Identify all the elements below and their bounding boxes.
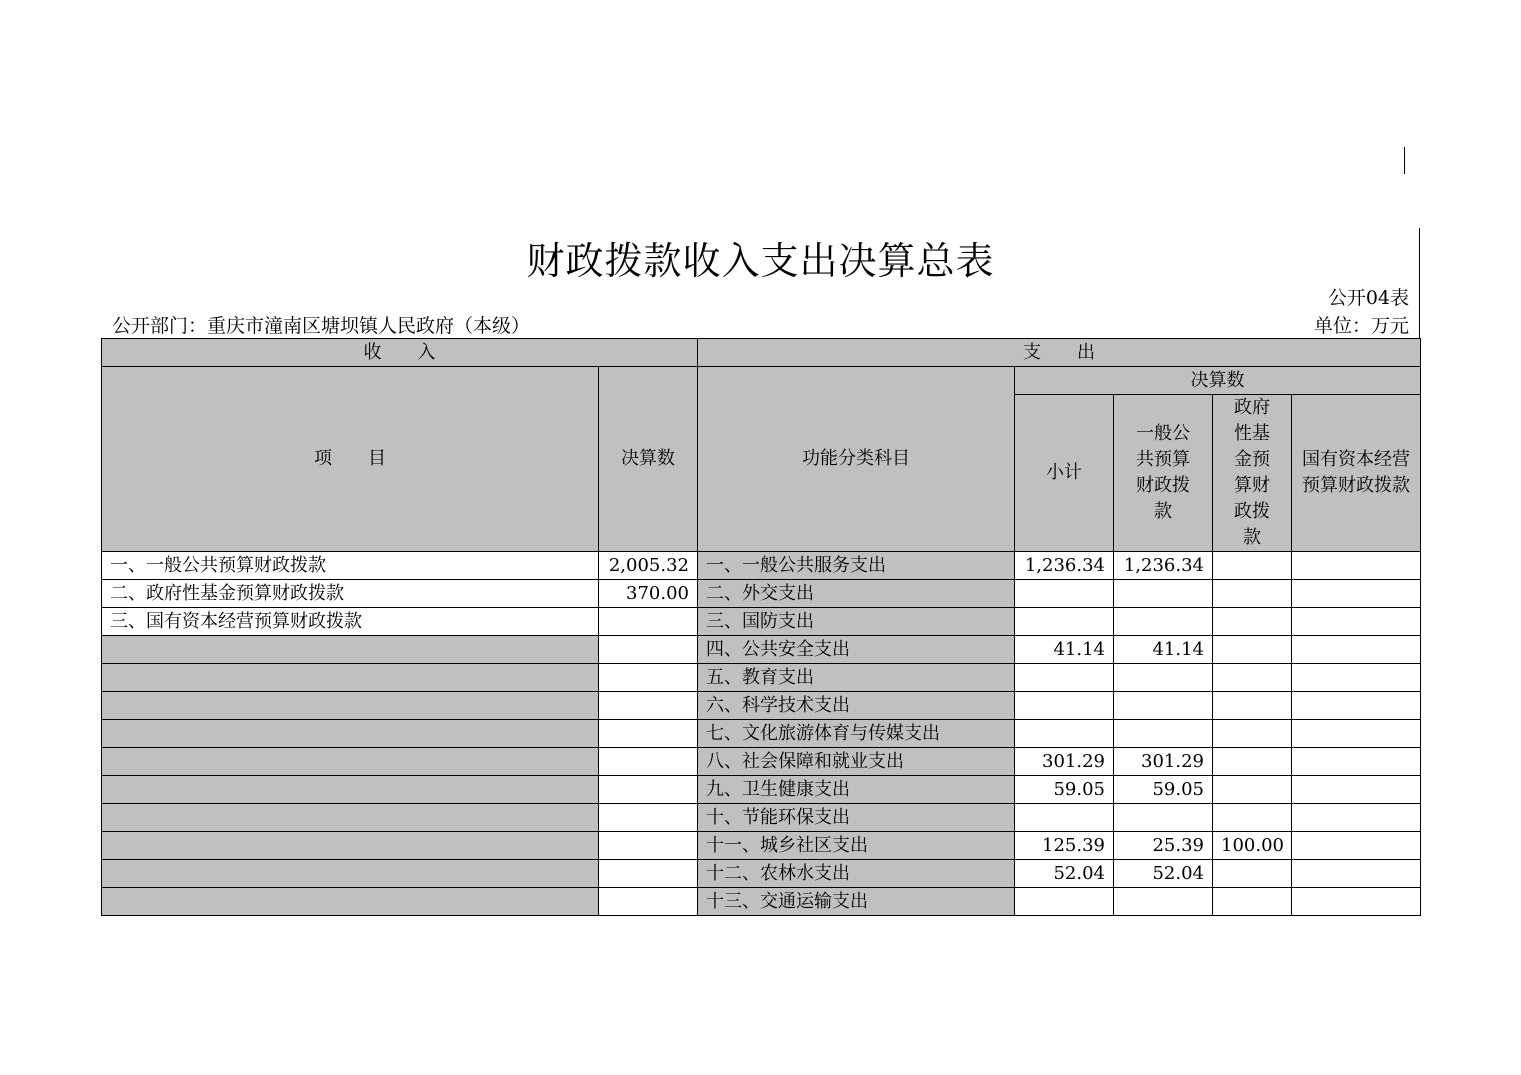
table-row — [102, 720, 1421, 748]
expense-item-cell: 一、一般公共服务支出 — [698, 552, 1015, 580]
income-amount-cell — [599, 860, 698, 888]
subtotal-cell: 59.05 — [1015, 776, 1114, 804]
gov-fund-cell — [1213, 608, 1292, 636]
gov-fund-cell — [1213, 776, 1292, 804]
final-amount-header: 决算数 — [1015, 367, 1421, 395]
margin-mark-top — [1404, 147, 1405, 174]
income-item-cell — [102, 748, 599, 776]
income-amount-cell: 370.00 — [599, 580, 698, 608]
expense-item-cell: 六、科学技术支出 — [698, 692, 1015, 720]
gov-fund-cell — [1213, 552, 1292, 580]
general-budget-cell: 301.29 — [1114, 748, 1213, 776]
table-row — [102, 580, 1421, 608]
subtotal-cell — [1015, 608, 1114, 636]
unit-label: 单位：万元 — [1313, 315, 1409, 337]
table-row — [102, 692, 1421, 720]
income-item-cell — [102, 804, 599, 832]
general-budget-cell: 25.39 — [1114, 832, 1213, 860]
subtotal-cell — [1015, 692, 1114, 720]
page-title: 财政拨款收入支出决算总表 — [526, 239, 995, 283]
gov-fund-cell — [1213, 692, 1292, 720]
subtotal-cell: 52.04 — [1015, 860, 1114, 888]
income-amount-cell — [599, 832, 698, 860]
income-item-cell — [102, 888, 599, 916]
table-row — [102, 832, 1421, 860]
income-amount-cell — [599, 888, 698, 916]
item-header: 项 目 — [102, 367, 599, 552]
func-subject-header: 功能分类科目 — [698, 367, 1015, 552]
table-row — [102, 776, 1421, 804]
general-budget-cell — [1114, 692, 1213, 720]
state-capital-cell — [1292, 552, 1421, 580]
income-amount-cell — [599, 636, 698, 664]
general-budget-cell — [1114, 608, 1213, 636]
table-code: 公开04表 — [1327, 287, 1409, 309]
income-item-cell — [102, 692, 599, 720]
gov-fund-cell — [1213, 860, 1292, 888]
state-capital-cell — [1292, 832, 1421, 860]
table-row — [102, 664, 1421, 692]
table-row — [102, 804, 1421, 832]
subtotal-cell: 125.39 — [1015, 832, 1114, 860]
general-budget-cell — [1114, 580, 1213, 608]
state-capital-header: 国有资本经营预算财政拨款 — [1292, 395, 1421, 552]
gov-fund-cell: 100.00 — [1213, 832, 1292, 860]
state-capital-cell — [1292, 776, 1421, 804]
income-item-cell — [102, 636, 599, 664]
table-row — [102, 888, 1421, 916]
state-capital-cell — [1292, 608, 1421, 636]
subtotal-cell — [1015, 804, 1114, 832]
income-amount-cell — [599, 720, 698, 748]
table-row — [102, 748, 1421, 776]
expense-item-cell: 十三、交通运输支出 — [698, 888, 1015, 916]
gov-fund-cell — [1213, 748, 1292, 776]
income-amount-cell — [599, 692, 698, 720]
expense-item-cell: 八、社会保障和就业支出 — [698, 748, 1015, 776]
subtotal-cell — [1015, 888, 1114, 916]
subtotal-cell — [1015, 580, 1114, 608]
income-amount-cell — [599, 776, 698, 804]
income-item-cell — [102, 720, 599, 748]
gov-fund-cell — [1213, 888, 1292, 916]
general-budget-cell — [1114, 664, 1213, 692]
income-header: 收 入 — [102, 339, 698, 367]
general-budget-cell: 41.14 — [1114, 636, 1213, 664]
gov-fund-cell — [1213, 664, 1292, 692]
expense-item-cell: 五、教育支出 — [698, 664, 1015, 692]
income-item-cell: 一、一般公共预算财政拨款 — [102, 552, 599, 580]
general-budget-cell — [1114, 804, 1213, 832]
department-label: 公开部门：重庆市潼南区塘坝镇人民政府（本级） — [112, 315, 531, 337]
expense-header: 支 出 — [698, 339, 1421, 367]
expense-item-cell: 九、卫生健康支出 — [698, 776, 1015, 804]
subtotal-header: 小计 — [1015, 395, 1114, 552]
table-row — [102, 552, 1421, 580]
subtotal-cell — [1015, 664, 1114, 692]
gov-fund-header: 政府性基金预算财政拨款 — [1213, 395, 1292, 552]
income-amount-cell — [599, 608, 698, 636]
gov-fund-cell — [1213, 720, 1292, 748]
expense-item-cell: 二、外交支出 — [698, 580, 1015, 608]
gov-fund-cell — [1213, 804, 1292, 832]
income-item-cell — [102, 832, 599, 860]
state-capital-cell — [1292, 748, 1421, 776]
state-capital-cell — [1292, 580, 1421, 608]
table-row — [102, 608, 1421, 636]
income-item-cell: 二、政府性基金预算财政拨款 — [102, 580, 599, 608]
state-capital-cell — [1292, 664, 1421, 692]
general-budget-cell — [1114, 888, 1213, 916]
income-amount-cell: 2,005.32 — [599, 552, 698, 580]
general-budget-cell: 59.05 — [1114, 776, 1213, 804]
gov-fund-cell — [1213, 636, 1292, 664]
subtotal-cell — [1015, 720, 1114, 748]
general-budget-cell: 52.04 — [1114, 860, 1213, 888]
state-capital-cell — [1292, 860, 1421, 888]
income-item-cell — [102, 776, 599, 804]
state-capital-cell — [1292, 636, 1421, 664]
amount-header: 决算数 — [599, 367, 698, 552]
income-amount-cell — [599, 748, 698, 776]
state-capital-cell — [1292, 692, 1421, 720]
general-budget-cell: 1,236.34 — [1114, 552, 1213, 580]
income-item-cell — [102, 860, 599, 888]
subtotal-cell: 41.14 — [1015, 636, 1114, 664]
income-amount-cell — [599, 664, 698, 692]
budget-table — [101, 338, 1421, 916]
general-budget-cell — [1114, 720, 1213, 748]
expense-item-cell: 十一、城乡社区支出 — [698, 832, 1015, 860]
state-capital-cell — [1292, 888, 1421, 916]
general-budget-header: 一般公共预算财政拨款 — [1114, 395, 1213, 552]
subtotal-cell: 301.29 — [1015, 748, 1114, 776]
income-item-cell — [102, 664, 599, 692]
income-amount-cell — [599, 804, 698, 832]
expense-item-cell: 三、国防支出 — [698, 608, 1015, 636]
table-row — [102, 860, 1421, 888]
table-row — [102, 636, 1421, 664]
gov-fund-cell — [1213, 580, 1292, 608]
income-item-cell: 三、国有资本经营预算财政拨款 — [102, 608, 599, 636]
expense-item-cell: 七、文化旅游体育与传媒支出 — [698, 720, 1015, 748]
expense-item-cell: 四、公共安全支出 — [698, 636, 1015, 664]
expense-item-cell: 十二、农林水支出 — [698, 860, 1015, 888]
expense-item-cell: 十、节能环保支出 — [698, 804, 1015, 832]
state-capital-cell — [1292, 720, 1421, 748]
subtotal-cell: 1,236.34 — [1015, 552, 1114, 580]
state-capital-cell — [1292, 804, 1421, 832]
